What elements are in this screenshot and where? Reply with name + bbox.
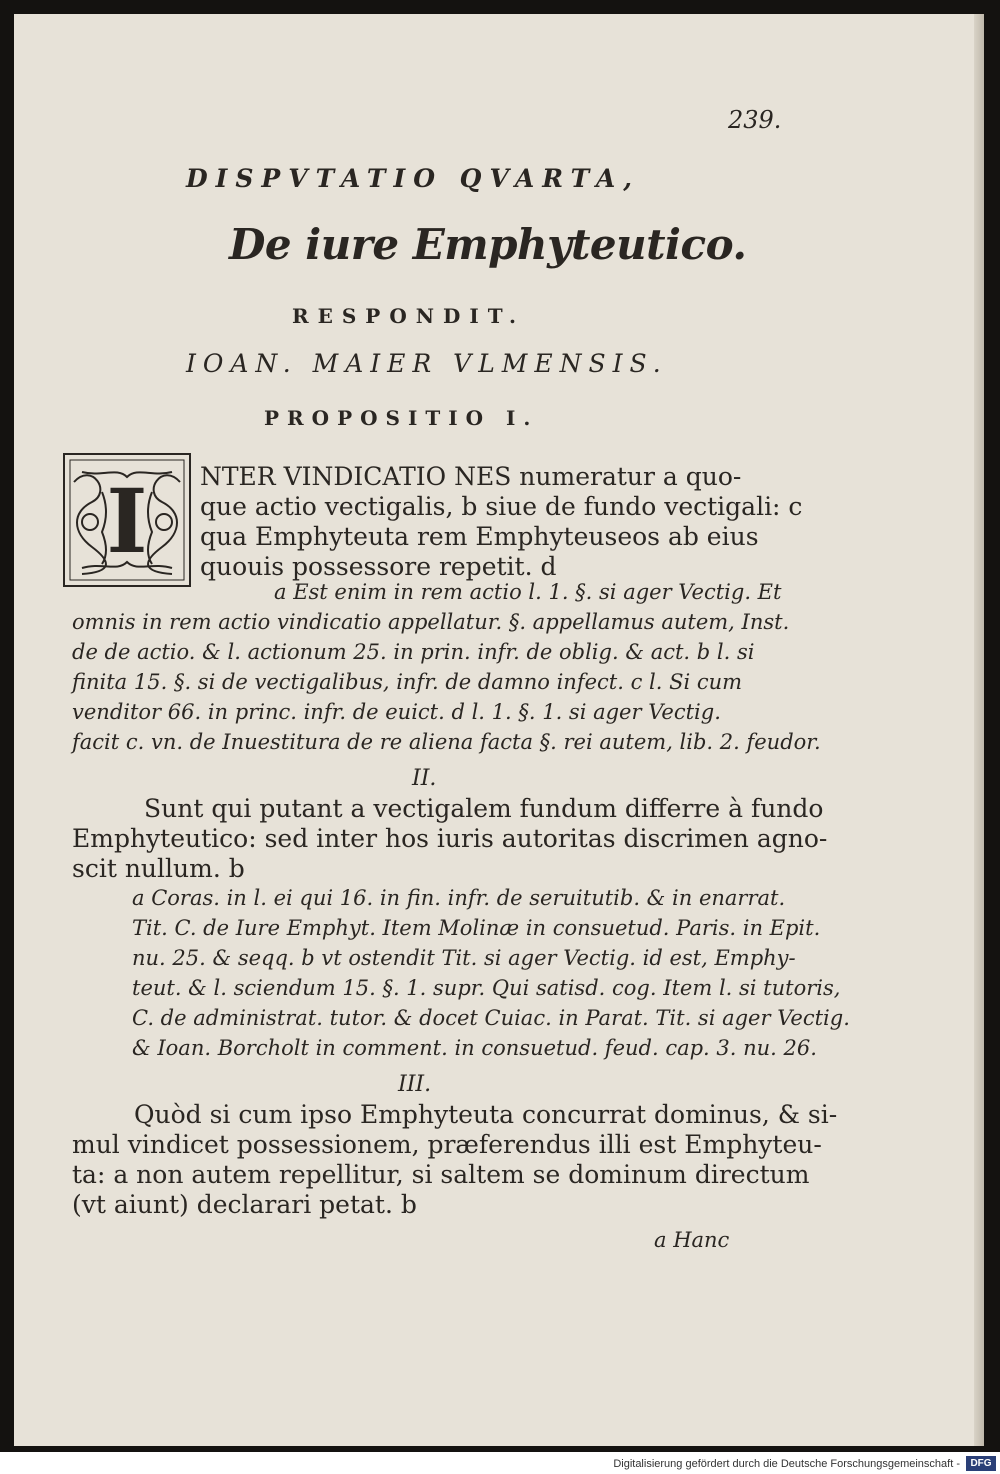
footnote-line: facit c. vn. de Inuestitura de re aliena facta §. rei autem, lib. 2. feudor.: [72, 730, 821, 754]
text-line: (vt aiunt) declarari petat. b: [72, 1190, 417, 1219]
propositio-heading: PROPOSITIO I.: [264, 406, 539, 430]
footnote-line: a Hanc: [654, 1228, 730, 1252]
footnote-line: de de actio. & l. actionum 25. in prin. infr. de oblig. & act. b l. si: [72, 640, 755, 664]
book-page: [14, 14, 984, 1446]
footnote-line: venditor 66. in princ. infr. de euict. d l. 1. §. 1. si ager Vectig.: [72, 700, 721, 724]
funding-notice: Digitalisierung gefördert durch die Deutsche Forschungsgemeinschaft -: [613, 1458, 960, 1470]
text-line: que actio vectigalis, b siue de fundo vectigali: c: [200, 492, 803, 521]
footnote-line: C. de administrat. tutor. & docet Cuiac. in Parat. Tit. si ager Vectig.: [132, 1006, 850, 1030]
footnote-line: omnis in rem actio vindicatio appellatur. §. appellamus autem, Inst.: [72, 610, 790, 634]
page-number: 239.: [728, 106, 782, 134]
disputation-title: DISPVTATIO QVARTA,: [186, 164, 640, 193]
footnote-line: teut. & l. sciendum 15. §. 1. supr. Qui satisd. cog. Item l. si tutoris,: [132, 976, 841, 1000]
footnote-line: Tit. C. de Iure Emphyt. Item Molinæ in consuetud. Paris. in Epit.: [132, 916, 821, 940]
dfg-logo: DFG: [966, 1456, 996, 1471]
text-line: mul vindicet possessionem, præferendus illi est Emphyteu-: [72, 1130, 822, 1159]
text-line: scit nullum. b: [72, 854, 245, 883]
footnote-line: nu. 25. & seqq. b vt ostendit Tit. si ager Vectig. id est, Emphy-: [132, 946, 796, 970]
respondit-heading: RESPONDIT.: [292, 304, 526, 328]
text-line: qua Emphyteuta rem Emphyteuseos ab eius: [200, 522, 759, 551]
footnote-line: & Ioan. Borcholt in comment. in consuetud. feud. cap. 3. nu. 26.: [132, 1036, 817, 1060]
text-line: Quòd si cum ipso Emphyteuta concurrat dominus, & si-: [134, 1100, 838, 1129]
text-line: NTER VINDICATIO NES numeratur a quo-: [200, 462, 742, 491]
section-number: III.: [398, 1072, 432, 1097]
text-line: Sunt qui putant a vectigalem fundum differre à fundo: [144, 794, 824, 823]
text-line: ta: a non autem repellitur, si saltem se dominum directum: [72, 1160, 810, 1189]
footnote-line: finita 15. §. si de vectigalibus, infr. de damno infect. c l. Si cum: [72, 670, 743, 694]
author-name: IOAN. MAIER VLMENSIS.: [186, 349, 668, 378]
section-number: II.: [412, 766, 437, 791]
decorated-initial: [62, 452, 192, 588]
text-line: quouis possessore repetit. d: [200, 552, 557, 581]
footnote-line: a Coras. in l. ei qui 16. in fin. infr. de seruitutib. & in enarrat.: [132, 886, 786, 910]
page-edge: [974, 14, 984, 1446]
text-line: Emphyteutico: sed inter hos iuris autoritas discrimen agno-: [72, 824, 828, 853]
footnote-line: a Est enim in rem actio l. 1. §. si ager Vectig. Et: [274, 580, 782, 604]
subtitle: De iure Emphyteutico.: [229, 220, 747, 269]
initial-letter: I: [106, 469, 148, 573]
